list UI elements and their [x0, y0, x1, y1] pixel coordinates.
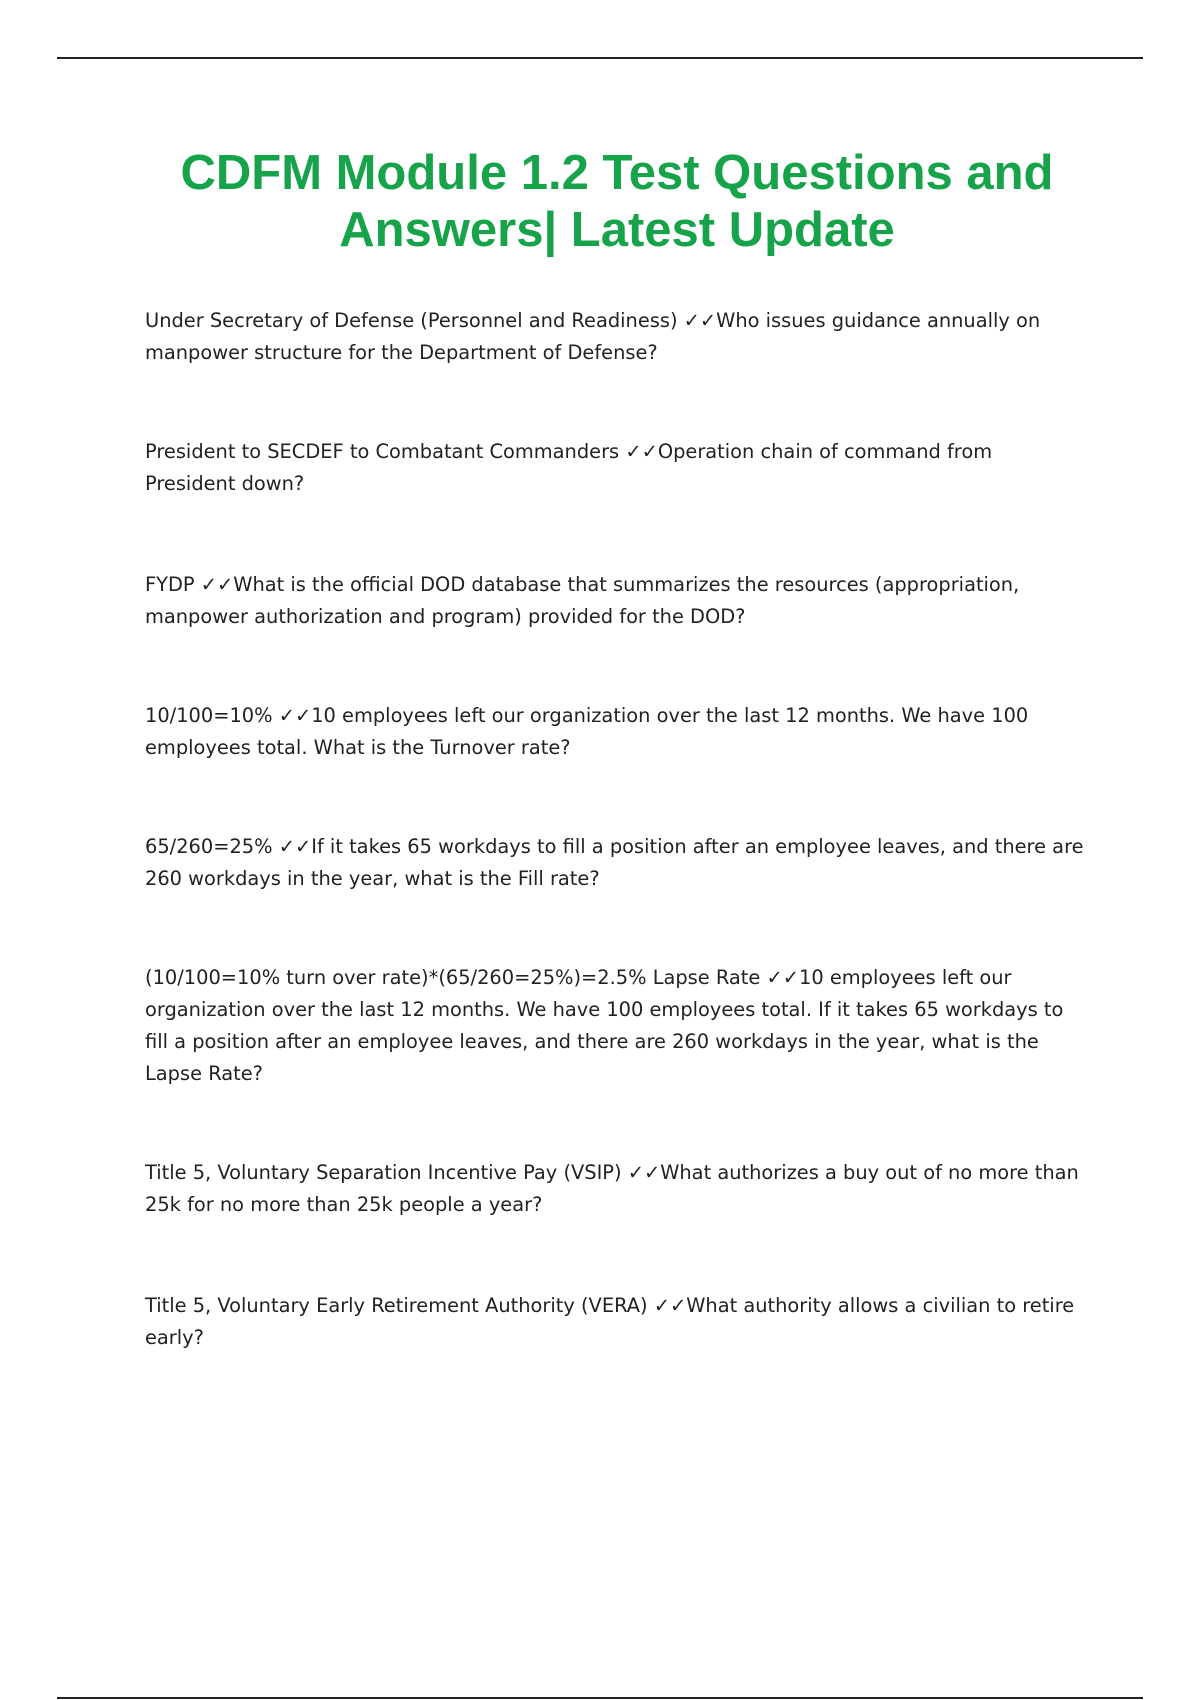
document-title — [0, 145, 1200, 259]
qa-entry-6: (10/100=10% turn over rate)*(65/260=25%)=2.5% Lapse Rate ✓✓10 employees left our organization over the last 12 months. We have 100 employees total. If it takes 65 workdays to fill a position after an employee leaves, and there are 260 workdays in the year, what is the Lapse Rate? — [145, 966, 1064, 1085]
qa-entry-7: Title 5, Voluntary Separation Incentive Pay (VSIP) ✓✓What authorizes a buy out of no more than 25k for no more than 25k people a year? — [145, 1161, 1079, 1216]
qa-entry-5: 65/260=25% ✓✓If it takes 65 workdays to fill a position after an employee leaves, and there are 260 workdays in the year, what is the Fill rate? — [145, 835, 1084, 890]
title-line-1: CDFM Module 1.2 Test Questions and — [180, 146, 1054, 200]
bottom-divider — [57, 1697, 1143, 1699]
qa-entry-4: 10/100=10% ✓✓10 employees left our organization over the last 12 months. We have 100 employees total. What is the Turnover rate? — [145, 704, 1029, 759]
qa-entry-3: FYDP ✓✓What is the official DOD database that summarizes the resources (appropriation, manpower authorization and program) provided for the DOD? — [145, 573, 1020, 628]
qa-entry-8: Title 5, Voluntary Early Retirement Authority (VERA) ✓✓What authority allows a civilian to retire early? — [145, 1294, 1075, 1349]
top-divider — [57, 57, 1143, 59]
qa-entry-2: President to SECDEF to Combatant Commanders ✓✓Operation chain of command from President down? — [145, 440, 993, 495]
title-line-2: Answers| Latest Update — [339, 203, 895, 257]
qa-entry-1: Under Secretary of Defense (Personnel and Readiness) ✓✓Who issues guidance annually on manpower structure for the Department of Defense? — [145, 309, 1041, 364]
